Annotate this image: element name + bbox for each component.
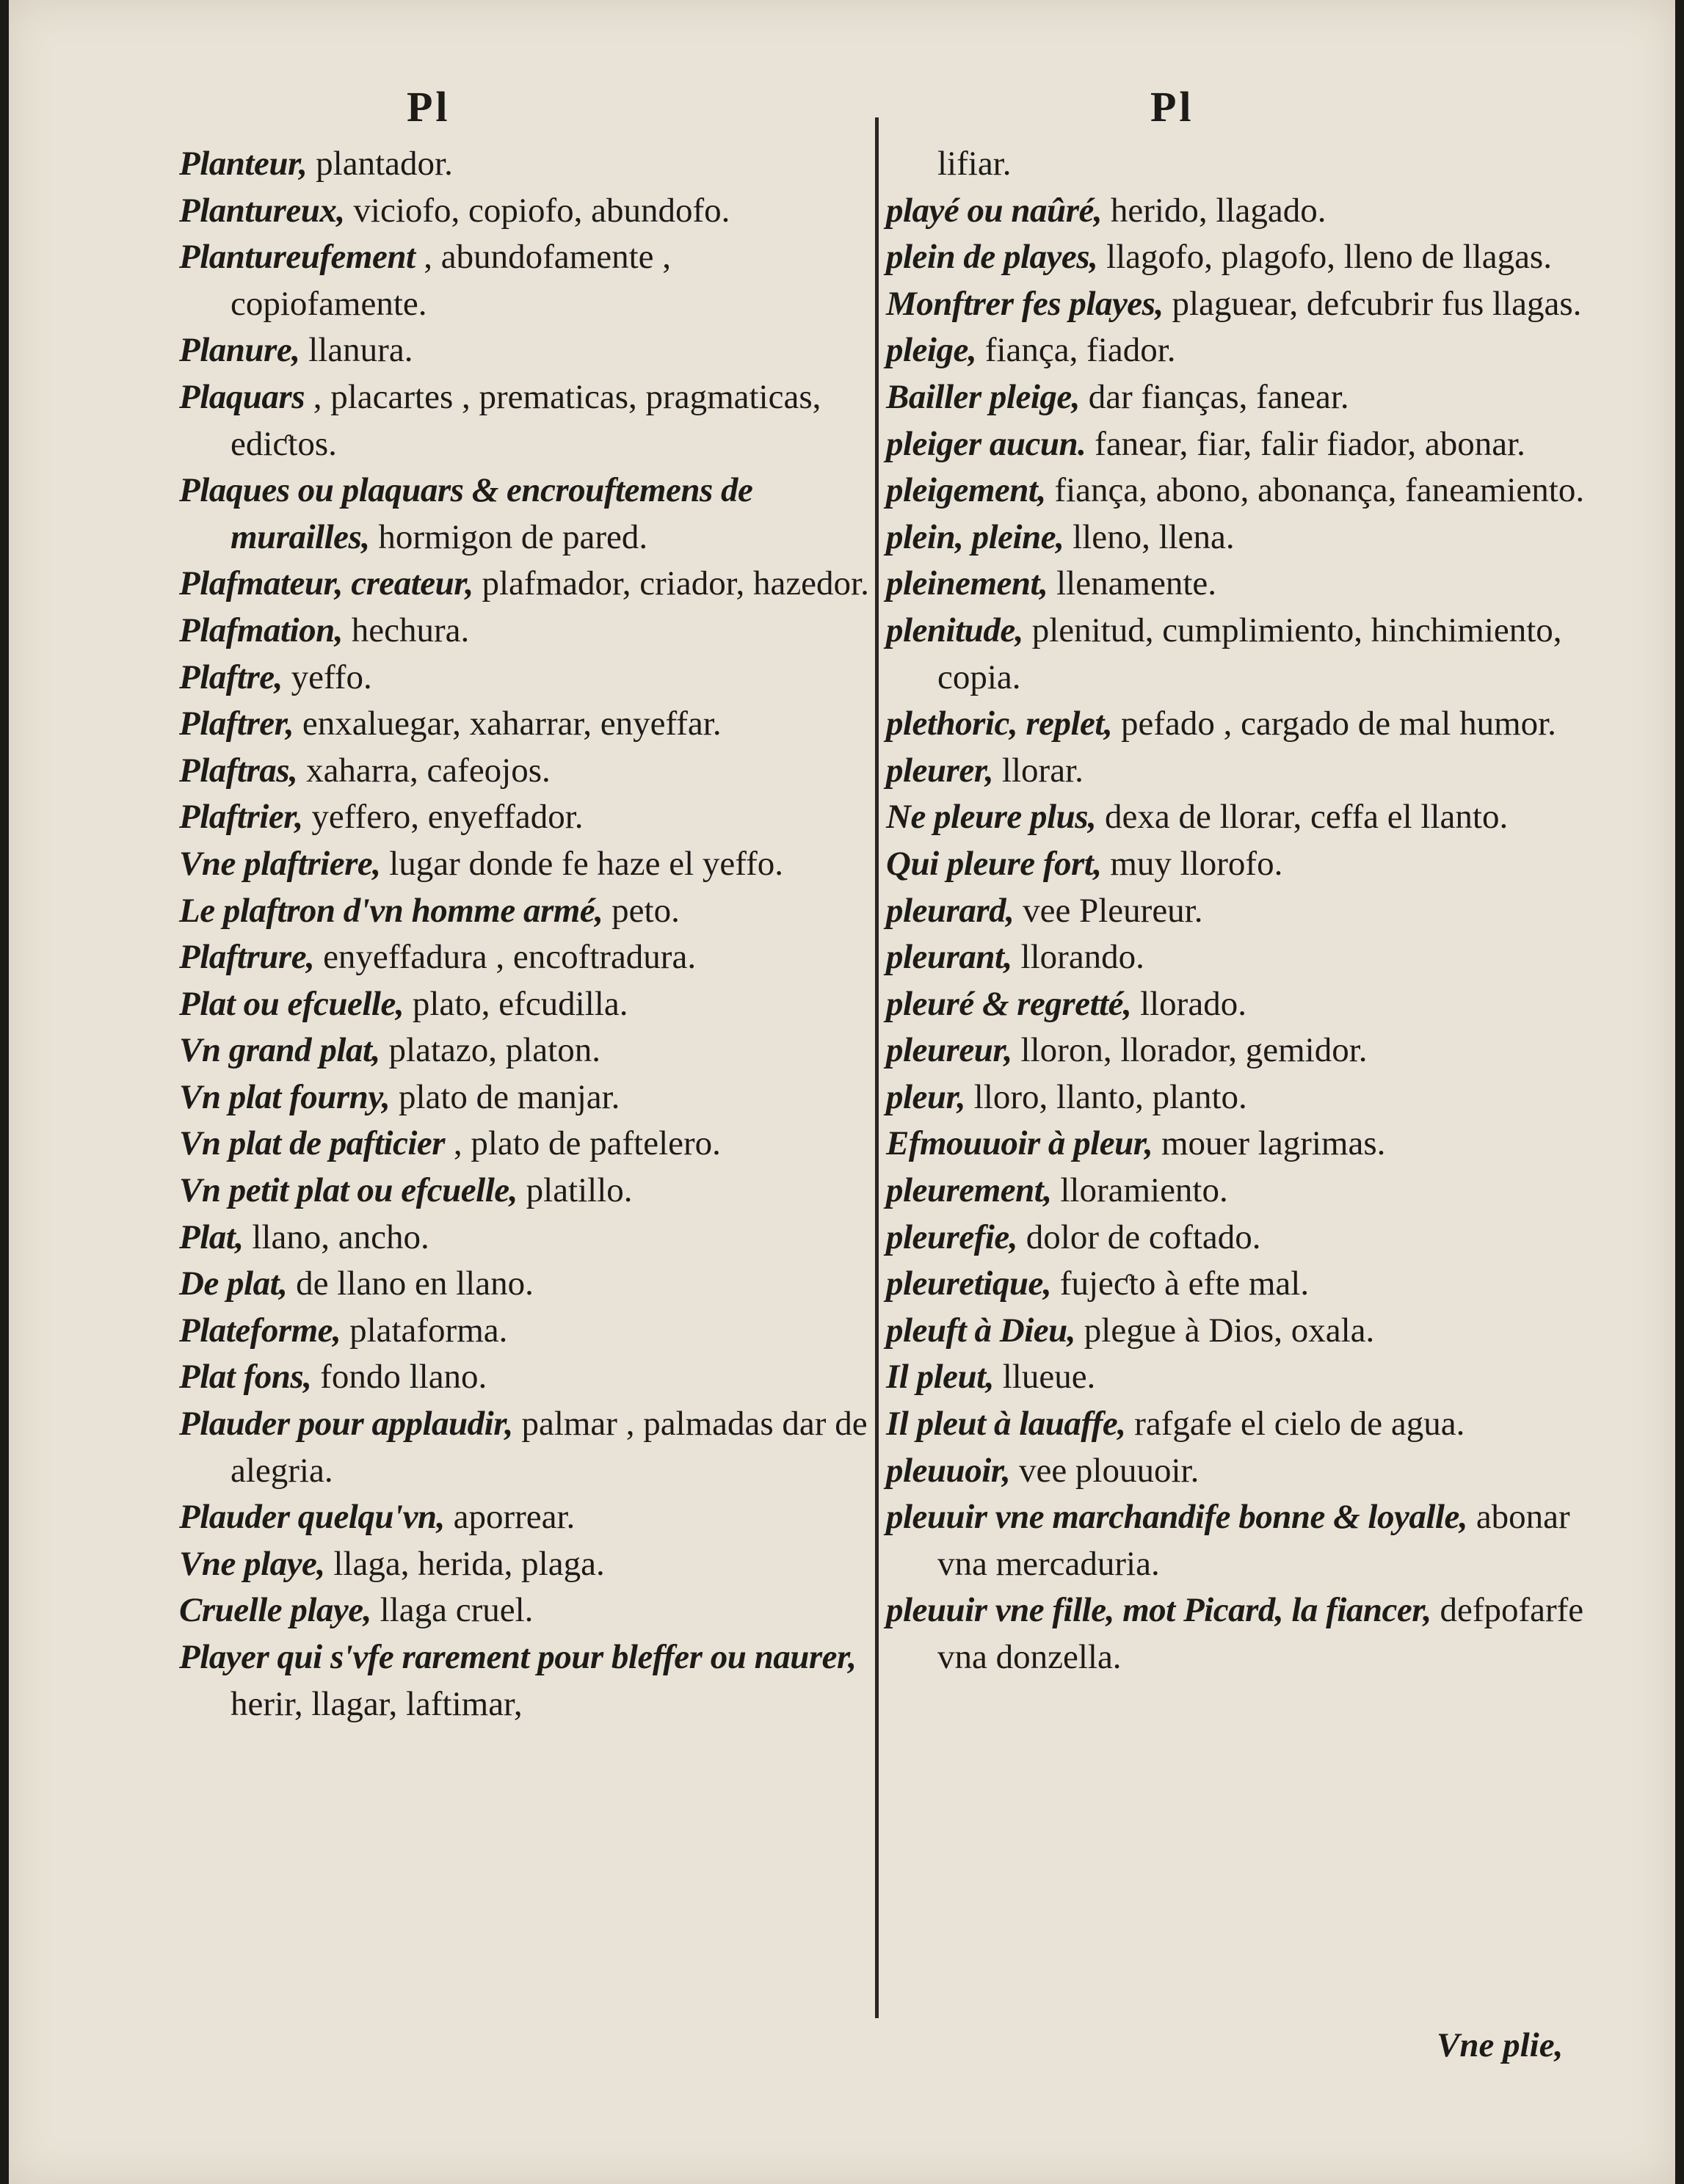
entry-translation: llano, ancho. (243, 1217, 429, 1256)
entry-translation: muy llorofo. (1101, 844, 1283, 883)
entry-translation: lloramiento. (1051, 1171, 1228, 1210)
entry-headword: Plantureufement (179, 238, 415, 277)
dictionary-entry (886, 1494, 1591, 1587)
entry-headword: Il pleut à lauaffe, (886, 1405, 1126, 1444)
dictionary-entry (886, 188, 1591, 235)
dictionary-entry (179, 1121, 869, 1168)
entry-headword: pleuré & regretté, (886, 984, 1132, 1023)
entry-headword: Plafmation, (179, 611, 343, 649)
left-entry-list (179, 141, 869, 1728)
entry-translation: lugar donde fe haze el yeffo. (380, 844, 783, 883)
entry-translation: dexa de llorar, ceffa el llanto. (1096, 798, 1509, 837)
dictionary-entry (886, 327, 1591, 374)
dictionary-entry (886, 701, 1591, 748)
entry-headword: Qui pleure fort, (886, 844, 1102, 883)
dictionary-entry (179, 655, 869, 702)
entry-headword: pleurer, (886, 751, 994, 790)
dictionary-entry (886, 374, 1591, 421)
entry-translation: lloro, llanto, planto. (965, 1077, 1247, 1116)
entry-headword: Vn plat fourny, (179, 1077, 391, 1116)
entry-translation: platillo. (517, 1171, 633, 1210)
dictionary-entry (179, 748, 869, 795)
entry-translation: de llano en llano. (287, 1264, 534, 1303)
dictionary-entry (886, 1074, 1591, 1121)
entry-headword: pleige, (886, 331, 977, 370)
entry-translation: , abundofamente , copiofamente. (231, 238, 671, 323)
entry-translation: fanear, fiar, falir fiador, abonar. (1086, 424, 1525, 463)
dictionary-entry (886, 467, 1591, 514)
entry-headword: Player qui s'vfe rarement pour bleffer ou naurer, (179, 1638, 857, 1676)
entry-headword: plenitude, (886, 611, 1023, 649)
entry-headword: Il pleut, (886, 1358, 994, 1397)
entry-translation: hormigon de pared. (369, 517, 648, 556)
entry-translation: vee Pleureur. (1014, 891, 1203, 930)
entry-translation: fiança, abono, abonança, faneamiento. (1045, 471, 1585, 510)
right-running-head: Pl (1150, 83, 1194, 131)
entry-translation: dolor de coftado. (1017, 1217, 1261, 1256)
dictionary-entry (179, 1027, 869, 1074)
entry-translation: yeffero, enyeffador. (302, 798, 584, 837)
dictionary-entry (886, 1448, 1591, 1495)
entry-headword: pleur, (886, 1077, 966, 1116)
entry-translation: mouer lagrimas. (1153, 1124, 1386, 1163)
entry-translation: plegue à Dios, oxala. (1075, 1311, 1375, 1350)
entry-headword: pleureur, (886, 1031, 1012, 1070)
entry-translation: plaguear, defcubrir fus llagas. (1163, 284, 1582, 323)
entry-headword: Vne playe, (179, 1544, 325, 1583)
dictionary-entry (179, 234, 869, 327)
dictionary-entry (179, 1308, 869, 1355)
entry-translation: abonar vna mercaduria. (937, 1498, 1570, 1583)
catchword: Vne plie, (1437, 2026, 1564, 2064)
entry-translation: yeffo. (282, 658, 372, 696)
dictionary-entry (886, 561, 1591, 608)
dictionary-entry (886, 1215, 1591, 1262)
entry-translation: dar fianças, fanear. (1080, 377, 1349, 416)
entry-headword: Plaftrier, (179, 798, 303, 837)
dictionary-entry (179, 1215, 869, 1262)
dictionary-entry (179, 327, 869, 374)
dictionary-entry (179, 1401, 869, 1494)
dictionary-entry (886, 981, 1591, 1028)
entry-headword: pleuuoir, (886, 1451, 1011, 1490)
entry-headword: pleurefie, (886, 1217, 1018, 1256)
entry-headword: pleurement, (886, 1171, 1052, 1210)
entry-translation: , placartes , prematicas, pragmaticas, ediƈtos. (231, 377, 821, 463)
entry-headword: Plaques ou plaquars & encrouftemens de murailles, (179, 471, 753, 556)
entry-headword: Plaftrure, (179, 938, 315, 977)
entry-translation: herido, llagado. (1102, 191, 1326, 230)
entry-translation: plenitud, cumplimiento, hinchimiento, copia. (937, 611, 1562, 696)
entry-headword: plein, pleine, (886, 517, 1064, 556)
dictionary-entry (886, 608, 1591, 701)
entry-translation: lloron, llorador, gemidor. (1012, 1031, 1368, 1070)
entry-headword: Vn grand plat, (179, 1031, 380, 1070)
dictionary-entry (886, 234, 1591, 281)
entry-translation: plato de manjar. (390, 1077, 620, 1116)
entry-headword: Plat ou efcuelle, (179, 984, 404, 1023)
dictionary-entry (886, 1308, 1591, 1355)
entry-translation: platazo, platon. (380, 1031, 600, 1070)
dictionary-entry (179, 1168, 869, 1215)
dictionary-entry (886, 1587, 1591, 1681)
entry-headword: plethoric, replet, (886, 705, 1113, 743)
entry-translation: llagofo, plagofo, lleno de llagas. (1097, 238, 1552, 277)
entry-headword: Plat fons, (179, 1358, 312, 1397)
entry-translation: plafmador, criador, hazedor. (473, 564, 869, 603)
entry-translation: llueue. (993, 1358, 1096, 1397)
entry-headword: Vn petit plat ou efcuelle, (179, 1171, 518, 1210)
entry-headword: pleiger aucun. (886, 424, 1086, 463)
entry-translation: rafgafe el cielo de agua. (1125, 1405, 1465, 1444)
entry-translation: , plato de paftelero. (445, 1124, 721, 1163)
entry-headword: Cruelle playe, (179, 1591, 371, 1630)
entry-translation: llaga cruel. (371, 1591, 534, 1630)
entry-translation: enxaluegar, xaharrar, enyeffar. (294, 705, 722, 743)
entry-translation: plato, efcudilla. (404, 984, 628, 1023)
entry-translation: defpofarfe vna donzella. (937, 1591, 1584, 1676)
entry-translation: plataforma. (341, 1311, 508, 1350)
dictionary-entry (179, 888, 869, 935)
entry-translation: fondo llano. (311, 1358, 487, 1397)
dictionary-entry (179, 934, 869, 981)
entry-translation: vee plouuoir. (1010, 1451, 1200, 1490)
dictionary-entry (886, 934, 1591, 981)
dictionary-entry (179, 1354, 869, 1401)
entry-translation: enyeffadura , encoftradura. (314, 938, 697, 977)
entry-translation: pefado , cargado de mal humor. (1112, 705, 1556, 743)
dictionary-entry (886, 1168, 1591, 1215)
dictionary-entry (886, 1121, 1591, 1168)
entry-translation: aporrear. (444, 1498, 576, 1537)
dictionary-entry (179, 374, 869, 467)
dictionary-entry (886, 281, 1591, 328)
dictionary-entry (886, 794, 1591, 841)
entry-translation: xaharra, cafeojos. (297, 751, 551, 790)
entry-headword: Plat, (179, 1217, 244, 1256)
entry-headword: pleuretique, (886, 1264, 1052, 1303)
entry-translation: llenamente. (1048, 564, 1217, 603)
entry-headword: Vne plaftriere, (179, 844, 381, 883)
dictionary-entry (886, 1354, 1591, 1401)
dictionary-entry (886, 1027, 1591, 1074)
entry-translation: llorar. (993, 751, 1084, 790)
dictionary-entry (179, 841, 869, 888)
entry-translation: llorando. (1012, 938, 1144, 977)
dictionary-entry (179, 1587, 869, 1634)
entry-translation: fiança, fiador. (976, 331, 1176, 370)
dictionary-page (9, 0, 1675, 2184)
entry-headword: pleigement, (886, 471, 1046, 510)
entry-headword: Plaftras, (179, 751, 298, 790)
entry-headword: playé ou naûré, (886, 191, 1103, 230)
entry-headword: pleurant, (886, 938, 1012, 977)
entry-headword: Planteur, (179, 145, 308, 183)
dictionary-entry (886, 841, 1591, 888)
entry-translation: lleno, llena. (1064, 517, 1235, 556)
dictionary-entry (179, 1261, 869, 1308)
entry-headword: Plaftre, (179, 658, 283, 696)
entry-headword: Ne pleure plus, (886, 798, 1097, 837)
entry-headword: Plaftrer, (179, 705, 294, 743)
dictionary-entry (179, 467, 869, 561)
dictionary-entry (886, 888, 1591, 935)
left-running-head: Pl (407, 83, 451, 131)
entry-headword: pleuft à Dieu, (886, 1311, 1076, 1350)
dictionary-entry (179, 1634, 869, 1728)
entry-headword: pleurard, (886, 891, 1015, 930)
dictionary-entry (886, 514, 1591, 561)
right-column (886, 73, 1591, 1681)
entry-translation: plantador. (307, 145, 453, 183)
dictionary-entry (886, 1261, 1591, 1308)
right-entry-list (886, 188, 1591, 1681)
entry-headword: Le plaftron d'vn homme armé, (179, 891, 603, 930)
entry-headword: Bailler pleige, (886, 377, 1081, 416)
dictionary-entry (179, 608, 869, 655)
entry-headword: plein de playes, (886, 238, 1098, 277)
entry-translation: peto. (603, 891, 680, 930)
entry-headword: Plaquars (179, 377, 305, 416)
entry-headword: Plauder quelqu'vn, (179, 1498, 445, 1537)
entry-translation: hechura. (342, 611, 470, 649)
column-divider (875, 117, 879, 2018)
entry-translation: fujeƈto à efte mal. (1051, 1264, 1310, 1303)
entry-headword: pleuuir vne fille, mot Picard, la fiancer, (886, 1591, 1431, 1630)
entry-headword: De plat, (179, 1264, 288, 1303)
entry-headword: pleuuir vne marchandife bonne & loyalle, (886, 1498, 1468, 1537)
continued-line: lifiar. (937, 145, 1012, 183)
entry-headword: Plauder pour applaudir, (179, 1405, 513, 1444)
dictionary-entry (179, 561, 869, 608)
entry-headword: Plafmateur, createur, (179, 564, 473, 603)
entry-translation: llaga, herida, plaga. (324, 1544, 605, 1583)
entry-headword: Plantureux, (179, 191, 345, 230)
entry-translation: llorado. (1131, 984, 1246, 1023)
dictionary-entry (179, 794, 869, 841)
dictionary-entry (179, 701, 869, 748)
dictionary-entry (179, 188, 869, 235)
entry-headword: Monftrer fes playes, (886, 284, 1164, 323)
dictionary-entry (886, 1401, 1591, 1448)
entry-translation: herir, llagar, laftimar, (231, 1684, 523, 1723)
entry-headword: Efmouuoir à pleur, (886, 1124, 1153, 1163)
dictionary-entry (179, 141, 869, 188)
dictionary-entry (179, 1541, 869, 1588)
entry-headword: Planure, (179, 331, 300, 370)
left-column (179, 73, 869, 1728)
dictionary-entry (886, 421, 1591, 468)
dictionary-entry (886, 748, 1591, 795)
entry-translation: llanura. (300, 331, 413, 370)
entry-translation: viciofo, copiofo, abundofo. (344, 191, 730, 230)
entry-headword: Plateforme, (179, 1311, 341, 1350)
dictionary-entry (179, 1494, 869, 1541)
entry-headword: pleinement, (886, 564, 1048, 603)
dictionary-entry (179, 981, 869, 1028)
dictionary-entry (179, 1074, 869, 1121)
entry-translation: palmar , palmadas dar de alegria. (231, 1405, 868, 1490)
entry-headword: Vn plat de pafticier (179, 1124, 446, 1163)
